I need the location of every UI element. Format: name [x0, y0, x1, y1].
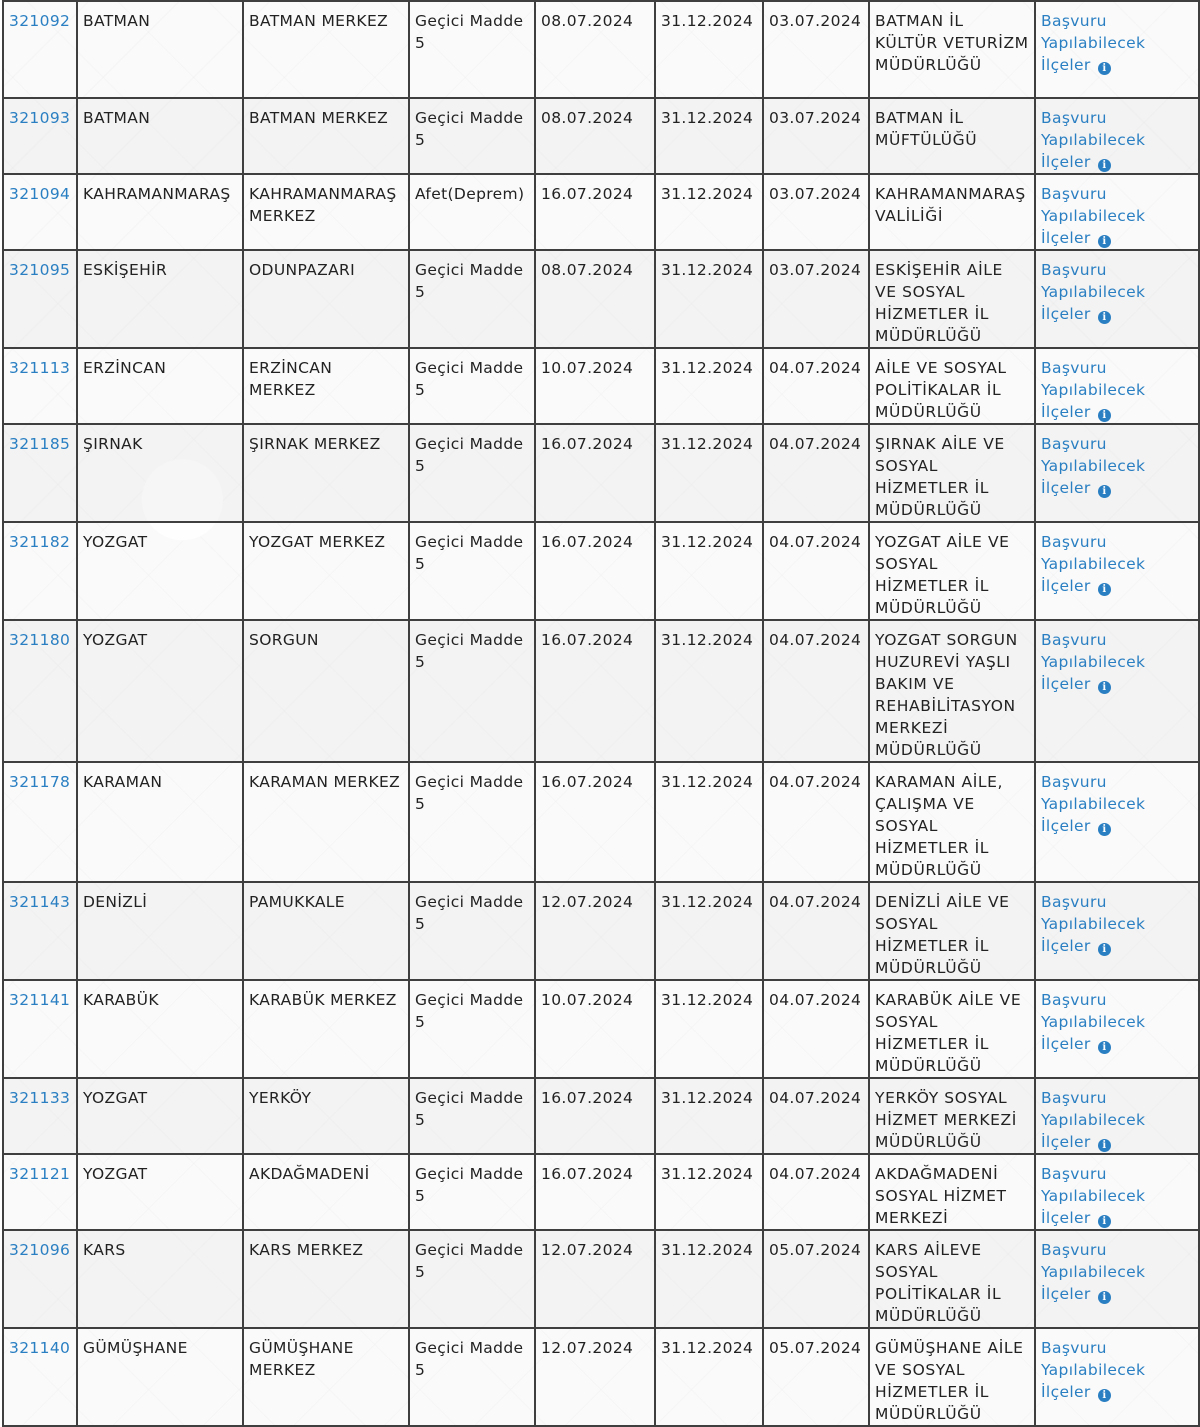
cell-districts-link — [1035, 424, 1199, 522]
cell-type: Geçici Madde 5 — [409, 522, 535, 620]
listing-table — [2, 0, 1200, 1427]
cell-institution: KARABÜK AİLE VE SOSYAL HİZMETLER İL MÜDÜRLÜĞÜ — [869, 980, 1035, 1078]
cell-institution: KAHRAMANMARAŞ VALİLİĞİ — [869, 174, 1035, 250]
cell-id — [3, 1154, 77, 1230]
applicable-districts-label: Başvuru Yapılabilecek İlçeler — [1041, 109, 1146, 171]
cell-district: GÜMÜŞHANE MERKEZ — [243, 1328, 409, 1426]
cell-province: KARAMAN — [77, 762, 243, 882]
applicable-districts-label: Başvuru Yapılabilecek İlçeler — [1041, 12, 1146, 74]
cell-district: ŞIRNAK MERKEZ — [243, 424, 409, 522]
cell-id — [3, 762, 77, 882]
table-row — [3, 1078, 1199, 1154]
cell-end-date: 31.12.2024 — [655, 620, 763, 762]
cell-id — [3, 424, 77, 522]
applicable-districts-label: Başvuru Yapılabilecek İlçeler — [1041, 261, 1146, 323]
cell-posted-date: 04.07.2024 — [763, 1078, 869, 1154]
cell-province: ERZİNCAN — [77, 348, 243, 424]
cell-districts-link — [1035, 1, 1199, 98]
cell-start-date: 08.07.2024 — [535, 250, 655, 348]
applicable-districts-link[interactable] — [1041, 893, 1145, 955]
cell-posted-date: 03.07.2024 — [763, 98, 869, 174]
table-row — [3, 1154, 1199, 1230]
applicable-districts-link[interactable] — [1041, 1241, 1145, 1303]
cell-institution: YOZGAT SORGUN HUZUREVİ YAŞLI BAKIM VE REHABİLİTASYON MERKEZİ MÜDÜRLÜĞÜ — [869, 620, 1035, 762]
cell-district: YERKÖY — [243, 1078, 409, 1154]
cell-type: Geçici Madde 5 — [409, 1154, 535, 1230]
cell-end-date: 31.12.2024 — [655, 1328, 763, 1426]
applicable-districts-link[interactable] — [1041, 533, 1145, 595]
cell-district: ODUNPAZARI — [243, 250, 409, 348]
cell-institution: AKDAĞMADENİ SOSYAL HİZMET MERKEZİ — [869, 1154, 1035, 1230]
info-circle-icon: i — [1098, 485, 1111, 498]
table-row — [3, 1, 1199, 98]
table-row — [3, 980, 1199, 1078]
cell-districts-link — [1035, 174, 1199, 250]
applicable-districts-link[interactable] — [1041, 1165, 1145, 1227]
cell-type: Geçici Madde 5 — [409, 98, 535, 174]
cell-district: SORGUN — [243, 620, 409, 762]
cell-province: YOZGAT — [77, 1078, 243, 1154]
cell-institution: DENİZLİ AİLE VE SOSYAL HİZMETLER İL MÜDÜRLÜĞÜ — [869, 882, 1035, 980]
cell-posted-date: 04.07.2024 — [763, 1154, 869, 1230]
cell-province: BATMAN — [77, 1, 243, 98]
listing-id-link[interactable]: 321096 — [9, 1241, 71, 1259]
listing-id-link[interactable]: 321133 — [9, 1089, 71, 1107]
applicable-districts-link[interactable] — [1041, 991, 1145, 1053]
applicable-districts-label: Başvuru Yapılabilecek İlçeler — [1041, 1339, 1146, 1401]
applicable-districts-label: Başvuru Yapılabilecek İlçeler — [1041, 631, 1146, 693]
cell-district: KAHRAMANMARAŞ MERKEZ — [243, 174, 409, 250]
table-row — [3, 348, 1199, 424]
cell-end-date: 31.12.2024 — [655, 1078, 763, 1154]
info-circle-icon: i — [1098, 1389, 1111, 1402]
cell-end-date: 31.12.2024 — [655, 424, 763, 522]
cell-end-date: 31.12.2024 — [655, 98, 763, 174]
cell-posted-date: 05.07.2024 — [763, 1328, 869, 1426]
info-circle-icon: i — [1098, 943, 1111, 956]
table-row — [3, 522, 1199, 620]
cell-posted-date: 05.07.2024 — [763, 1230, 869, 1328]
applicable-districts-label: Başvuru Yapılabilecek İlçeler — [1041, 359, 1146, 421]
cell-districts-link — [1035, 620, 1199, 762]
listing-id-link[interactable]: 321140 — [9, 1339, 71, 1357]
cell-type: Geçici Madde 5 — [409, 882, 535, 980]
cell-institution: BATMAN İL KÜLTÜR VETURİZM MÜDÜRLÜĞÜ — [869, 1, 1035, 98]
applicable-districts-label: Başvuru Yapılabilecek İlçeler — [1041, 185, 1146, 247]
cell-type: Geçici Madde 5 — [409, 762, 535, 882]
cell-end-date: 31.12.2024 — [655, 174, 763, 250]
cell-end-date: 31.12.2024 — [655, 1230, 763, 1328]
cell-type: Geçici Madde 5 — [409, 348, 535, 424]
cell-id — [3, 1328, 77, 1426]
info-circle-icon: i — [1098, 1041, 1111, 1054]
table-row — [3, 250, 1199, 348]
cell-district: KARS MERKEZ — [243, 1230, 409, 1328]
cell-institution: BATMAN İL MÜFTÜLÜĞÜ — [869, 98, 1035, 174]
applicable-districts-label: Başvuru Yapılabilecek İlçeler — [1041, 991, 1146, 1053]
cell-start-date: 16.07.2024 — [535, 174, 655, 250]
cell-posted-date: 04.07.2024 — [763, 522, 869, 620]
cell-id — [3, 1230, 77, 1328]
cell-type: Geçici Madde 5 — [409, 1230, 535, 1328]
cell-end-date: 31.12.2024 — [655, 250, 763, 348]
info-circle-icon: i — [1098, 1291, 1111, 1304]
cell-id — [3, 1, 77, 98]
listing-id-link[interactable]: 321113 — [9, 359, 71, 377]
cell-type: Geçici Madde 5 — [409, 620, 535, 762]
cell-type: Afet(Deprem) — [409, 174, 535, 250]
cell-districts-link — [1035, 250, 1199, 348]
cell-type: Geçici Madde 5 — [409, 424, 535, 522]
cell-posted-date: 04.07.2024 — [763, 348, 869, 424]
cell-id — [3, 620, 77, 762]
cell-start-date: 16.07.2024 — [535, 1078, 655, 1154]
cell-districts-link — [1035, 522, 1199, 620]
cell-institution: ŞIRNAK AİLE VE SOSYAL HİZMETLER İL MÜDÜRLÜĞÜ — [869, 424, 1035, 522]
applicable-districts-link[interactable] — [1041, 1089, 1145, 1151]
table-row — [3, 882, 1199, 980]
cell-id — [3, 1078, 77, 1154]
listing-id-link[interactable]: 321092 — [9, 12, 71, 30]
info-circle-icon: i — [1098, 823, 1111, 836]
cell-institution: YERKÖY SOSYAL HİZMET MERKEZİ MÜDÜRLÜĞÜ — [869, 1078, 1035, 1154]
cell-province: KARABÜK — [77, 980, 243, 1078]
applicable-districts-label: Başvuru Yapılabilecek İlçeler — [1041, 1241, 1146, 1303]
cell-id — [3, 882, 77, 980]
cell-institution: AİLE VE SOSYAL POLİTİKALAR İL MÜDÜRLÜĞÜ — [869, 348, 1035, 424]
cell-end-date: 31.12.2024 — [655, 762, 763, 882]
cell-districts-link — [1035, 348, 1199, 424]
cell-district: PAMUKKALE — [243, 882, 409, 980]
table-row — [3, 1230, 1199, 1328]
cell-district: KARABÜK MERKEZ — [243, 980, 409, 1078]
info-circle-icon: i — [1098, 1215, 1111, 1228]
cell-posted-date: 04.07.2024 — [763, 882, 869, 980]
listing-id-link[interactable]: 321141 — [9, 991, 71, 1009]
cell-start-date: 16.07.2024 — [535, 620, 655, 762]
cell-start-date: 10.07.2024 — [535, 980, 655, 1078]
cell-district: YOZGAT MERKEZ — [243, 522, 409, 620]
cell-start-date: 16.07.2024 — [535, 424, 655, 522]
cell-institution: KARAMAN AİLE, ÇALIŞMA VE SOSYAL HİZMETLER İL MÜDÜRLÜĞÜ — [869, 762, 1035, 882]
applicable-districts-link[interactable] — [1041, 773, 1145, 835]
cell-start-date: 10.07.2024 — [535, 348, 655, 424]
cell-end-date: 31.12.2024 — [655, 882, 763, 980]
applicable-districts-link[interactable] — [1041, 261, 1145, 323]
applicable-districts-label: Başvuru Yapılabilecek İlçeler — [1041, 893, 1146, 955]
listing-id-link[interactable]: 321094 — [9, 185, 71, 203]
cell-districts-link — [1035, 762, 1199, 882]
cell-start-date: 08.07.2024 — [535, 1, 655, 98]
cell-institution: KARS AİLEVE SOSYAL POLİTİKALAR İL MÜDÜRLÜĞÜ — [869, 1230, 1035, 1328]
cell-start-date: 08.07.2024 — [535, 98, 655, 174]
listing-id-link[interactable]: 321093 — [9, 109, 71, 127]
cell-id — [3, 980, 77, 1078]
cell-start-date: 16.07.2024 — [535, 762, 655, 882]
cell-start-date: 12.07.2024 — [535, 1230, 655, 1328]
table-row — [3, 762, 1199, 882]
listing-id-link[interactable]: 321095 — [9, 261, 71, 279]
cell-district: BATMAN MERKEZ — [243, 98, 409, 174]
cell-posted-date: 04.07.2024 — [763, 762, 869, 882]
applicable-districts-link[interactable] — [1041, 631, 1145, 693]
cell-id — [3, 348, 77, 424]
cell-id — [3, 522, 77, 620]
cell-id — [3, 98, 77, 174]
info-circle-icon: i — [1098, 583, 1111, 596]
listing-id-link[interactable]: 321121 — [9, 1165, 71, 1183]
cell-type: Geçici Madde 5 — [409, 980, 535, 1078]
cell-id — [3, 174, 77, 250]
cell-end-date: 31.12.2024 — [655, 522, 763, 620]
table-row — [3, 1328, 1199, 1426]
cell-province: ESKİŞEHİR — [77, 250, 243, 348]
applicable-districts-link[interactable] — [1041, 1339, 1145, 1401]
applicable-districts-label: Başvuru Yapılabilecek İlçeler — [1041, 773, 1146, 835]
cell-districts-link — [1035, 1078, 1199, 1154]
cell-posted-date: 04.07.2024 — [763, 424, 869, 522]
cell-districts-link — [1035, 1154, 1199, 1230]
cell-end-date: 31.12.2024 — [655, 1, 763, 98]
info-circle-icon: i — [1098, 311, 1111, 324]
cell-province: YOZGAT — [77, 1154, 243, 1230]
cell-posted-date: 03.07.2024 — [763, 250, 869, 348]
listing-body — [3, 1, 1199, 1426]
cell-type: Geçici Madde 5 — [409, 1078, 535, 1154]
cell-type: Geçici Madde 5 — [409, 1, 535, 98]
info-circle-icon: i — [1098, 62, 1111, 75]
table-row — [3, 98, 1199, 174]
table-row — [3, 620, 1199, 762]
info-circle-icon: i — [1098, 235, 1111, 248]
cell-institution: ESKİŞEHİR AİLE VE SOSYAL HİZMETLER İL MÜDÜRLÜĞÜ — [869, 250, 1035, 348]
applicable-districts-link[interactable] — [1041, 359, 1145, 421]
applicable-districts-link[interactable] — [1041, 185, 1145, 247]
cell-posted-date: 03.07.2024 — [763, 174, 869, 250]
cell-type: Geçici Madde 5 — [409, 1328, 535, 1426]
info-circle-icon: i — [1098, 159, 1111, 172]
cell-posted-date: 04.07.2024 — [763, 620, 869, 762]
listing-container — [2, 0, 1198, 1427]
cell-end-date: 31.12.2024 — [655, 348, 763, 424]
applicable-districts-link[interactable] — [1041, 109, 1145, 171]
cell-districts-link — [1035, 1328, 1199, 1426]
table-row — [3, 424, 1199, 522]
applicable-districts-label: Başvuru Yapılabilecek İlçeler — [1041, 435, 1146, 497]
cell-start-date: 16.07.2024 — [535, 1154, 655, 1230]
cell-type: Geçici Madde 5 — [409, 250, 535, 348]
cell-province: BATMAN — [77, 98, 243, 174]
listing-id-link[interactable]: 321178 — [9, 773, 71, 791]
cell-districts-link — [1035, 882, 1199, 980]
info-circle-icon: i — [1098, 681, 1111, 694]
info-circle-icon: i — [1098, 409, 1111, 422]
listing-id-link[interactable]: 321180 — [9, 631, 71, 649]
applicable-districts-link[interactable] — [1041, 435, 1145, 497]
cell-start-date: 16.07.2024 — [535, 522, 655, 620]
cell-institution: YOZGAT AİLE VE SOSYAL HİZMETLER İL MÜDÜRLÜĞÜ — [869, 522, 1035, 620]
cell-districts-link — [1035, 1230, 1199, 1328]
cell-province: KARS — [77, 1230, 243, 1328]
applicable-districts-label: Başvuru Yapılabilecek İlçeler — [1041, 1165, 1146, 1227]
applicable-districts-label: Başvuru Yapılabilecek İlçeler — [1041, 533, 1146, 595]
cell-province: GÜMÜŞHANE — [77, 1328, 243, 1426]
listing-id-link[interactable]: 321185 — [9, 435, 71, 453]
cell-start-date: 12.07.2024 — [535, 1328, 655, 1426]
cell-district: BATMAN MERKEZ — [243, 1, 409, 98]
cell-province: DENİZLİ — [77, 882, 243, 980]
listing-id-link[interactable]: 321182 — [9, 533, 71, 551]
cell-province: YOZGAT — [77, 522, 243, 620]
cell-end-date: 31.12.2024 — [655, 980, 763, 1078]
cell-posted-date: 04.07.2024 — [763, 980, 869, 1078]
cell-province: ŞIRNAK — [77, 424, 243, 522]
table-row — [3, 174, 1199, 250]
cell-start-date: 12.07.2024 — [535, 882, 655, 980]
info-circle-icon: i — [1098, 1139, 1111, 1152]
cell-id — [3, 250, 77, 348]
cell-district: ERZİNCAN MERKEZ — [243, 348, 409, 424]
cell-posted-date: 03.07.2024 — [763, 1, 869, 98]
applicable-districts-label: Başvuru Yapılabilecek İlçeler — [1041, 1089, 1146, 1151]
cell-district: KARAMAN MERKEZ — [243, 762, 409, 882]
cell-province: YOZGAT — [77, 620, 243, 762]
cell-districts-link — [1035, 98, 1199, 174]
applicable-districts-link[interactable] — [1041, 12, 1145, 74]
cell-districts-link — [1035, 980, 1199, 1078]
cell-province: KAHRAMANMARAŞ — [77, 174, 243, 250]
cell-institution: GÜMÜŞHANE AİLE VE SOSYAL HİZMETLER İL MÜDÜRLÜĞÜ — [869, 1328, 1035, 1426]
cell-district: AKDAĞMADENİ — [243, 1154, 409, 1230]
listing-id-link[interactable]: 321143 — [9, 893, 71, 911]
cell-end-date: 31.12.2024 — [655, 1154, 763, 1230]
